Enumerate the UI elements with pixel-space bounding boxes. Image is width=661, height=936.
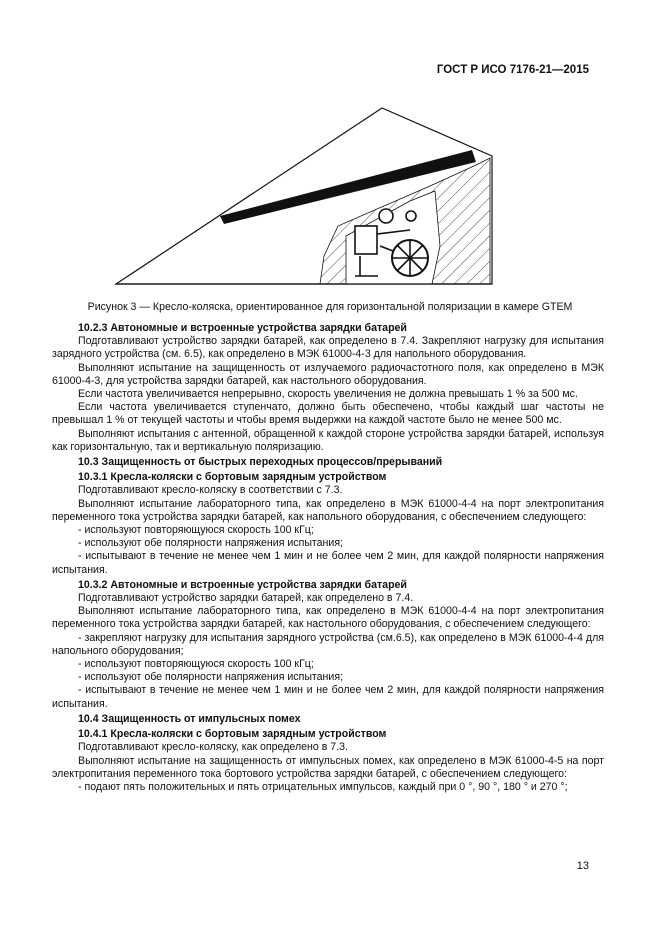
- section-heading: 10.3.1 Кресла-коляски с бортовым зарядным устройством: [78, 471, 387, 484]
- page-number: 13: [576, 860, 589, 872]
- paragraph: Если частота увеличивается непрерывно, скорость увеличения не должна превышать 1 % за 500 мс.: [78, 388, 578, 401]
- paragraph: Выполняют испытание на защищенность от импульсных помех, как определено в МЭК 61000-4-5 на порт электропитания переменного тока бортового устройства зарядки батарей, с обеспечением следующего:: [52, 754, 604, 780]
- list-item: - используют повторяющуюся скорость 100 кГц;: [78, 658, 314, 671]
- list-item: - используют повторяющуюся скорость 100 кГц;: [78, 524, 314, 537]
- list-item: - закрепляют нагрузку для испытания зарядного устройства (см.6.5), как определено в МЭК 61000-4-4 для напольного оборудования;: [52, 631, 604, 657]
- paragraph: Подготавливают кресло-коляску в соответствии с 7.3.: [78, 484, 343, 497]
- list-item: - используют обе полярности напряжения испытания;: [78, 671, 344, 684]
- paragraph: Выполняют испытание лабораторного типа, как определено в МЭК 61000-4-4 на порт электропитания переменного тока устройства зарядки батарей, как напольного оборудования, с обеспечением следующего:: [52, 497, 604, 523]
- paragraph: Подготавливают устройство зарядки батарей, как определено в 7.4.: [78, 592, 414, 605]
- section-heading: 10.3 Защищенность от быстрых переходных процессов/прерываний: [78, 456, 443, 469]
- gtem-chamber-figure: [110, 106, 510, 296]
- list-item: - используют обе полярности напряжения испытания;: [78, 537, 344, 550]
- section-heading: 10.4.1 Кресла-коляски с бортовым зарядным устройством: [78, 728, 387, 741]
- standard-header: ГОСТ Р ИСО 7176-21—2015: [436, 64, 589, 76]
- section-heading: 10.3.2 Автономные и встроенные устройства зарядки батарей: [78, 578, 407, 591]
- document-body: [52, 320, 604, 794]
- paragraph: Подготавливают устройство зарядки батарей, как определено в 7.4. Закрепляют нагрузку для испытания зарядного устройства (см. 6.5), как определено в МЭК 61000-4-3 для напольного оборудования.: [52, 335, 604, 361]
- figure-caption: Рисунок 3 — Кресло-коляска, ориентированное для горизонтальной поляризации в камере GTEM: [87, 301, 573, 313]
- section-heading: 10.4 Защищенность от импульсных помех: [78, 712, 301, 725]
- section-heading: 10.2.3 Автономные и встроенные устройства зарядки батарей: [78, 322, 407, 334]
- paragraph: Выполняют испытания с антенной, обращенной к каждой стороне устройства зарядки батарей, используя как горизонтальную, так и вертикальную поляризацию.: [52, 427, 604, 453]
- paragraph: Выполняют испытание лабораторного типа, как определено в МЭК 61000-4-4 на порт электропитания переменного тока устройства зарядки батарей, как настольного оборудования, с обеспечением следующего:: [52, 605, 604, 631]
- list-item: - испытывают в течение не менее чем 1 мин и не более чем 2 мин, для каждой полярности напряжения испытания.: [52, 684, 604, 710]
- paragraph: Если частота увеличивается ступенчато, должно быть обеспечено, чтобы каждый шаг частоты не превышал 1 % от текущей частоты и чтобы время выдержки на каждой частоте было не менее 500 мс.: [52, 401, 604, 427]
- list-item: - испытывают в течение не менее чем 1 мин и не более чем 2 мин, для каждой полярности напряжения испытания.: [52, 550, 604, 576]
- paragraph: Подготавливают кресло-коляску, как определено в 7.3.: [78, 741, 348, 754]
- list-item: - подают пять положительных и пять отрицательных импульсов, каждый при 0 °, 90 °, 180 ° и 270 °;: [78, 780, 568, 793]
- paragraph: Выполняют испытание на защищенность от излучаемого радиочастотного поля, как определено в МЭК 61000-4-3, для устройства зарядки батарей, как настольного оборудования.: [52, 361, 604, 387]
